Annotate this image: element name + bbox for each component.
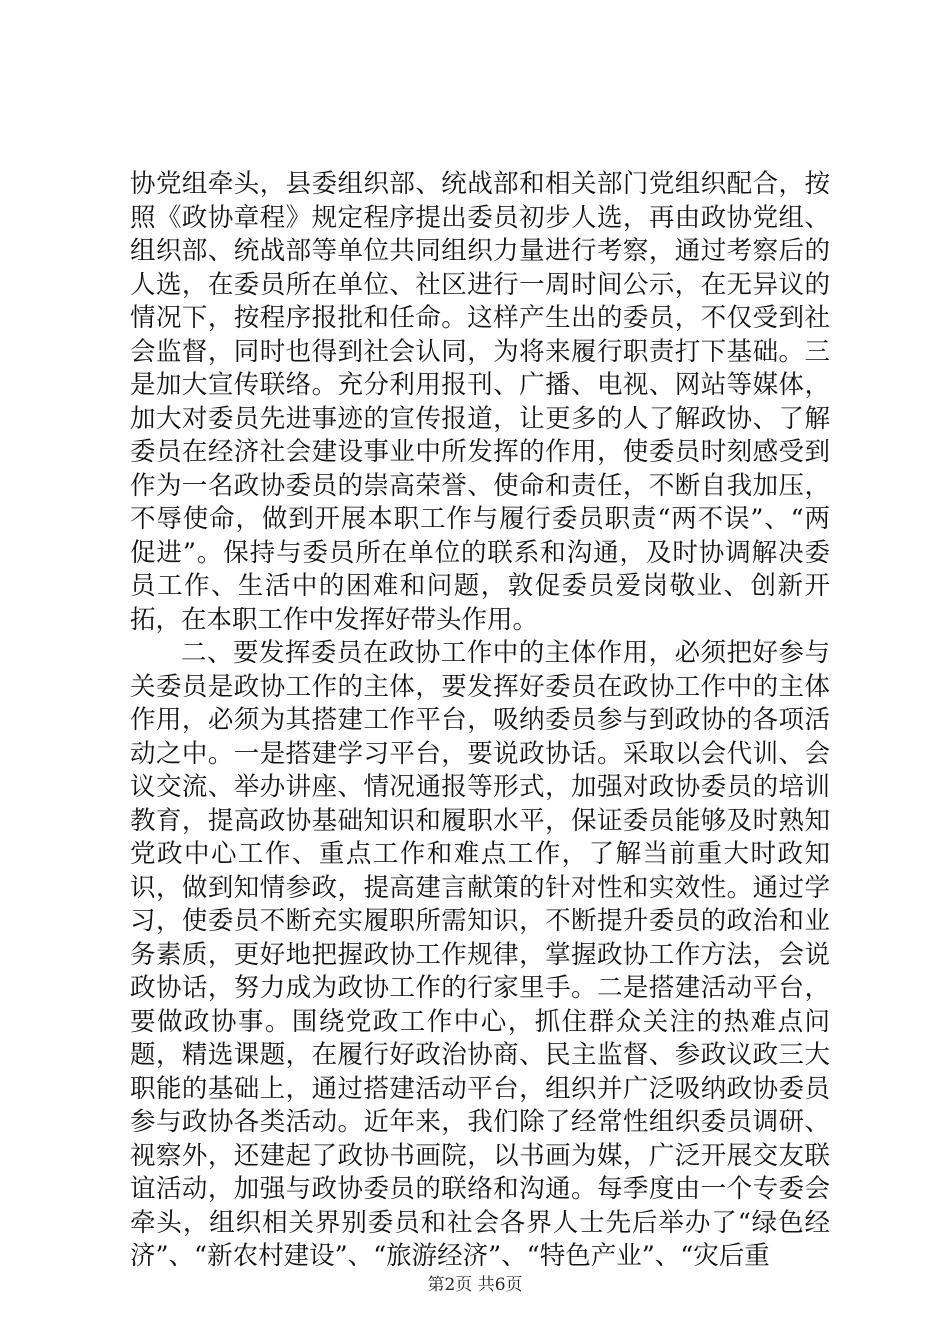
page-number-footer: 第2页 共6页 — [427, 1275, 523, 1295]
body-paragraph: 二、要发挥委员在政协工作中的主体作用，必须把好参与关委员是政协工作的主体，要发挥好委员在政协工作中的主体作用，必须为其搭建工作平台，吸纳委员参与到政协的各项活动之中。一是搭建学习平台，要说政协话。采取以会代训、会议交流、举办讲座、情况通报等形式，加强对政协委员的培训教育，提高政协基础知识和履职水平，保证委员能够及时熟知党政中心工作、重点工作和难点工作，了解当前重大时政知识，做到知情参政，提高建言献策的针对性和实效性。通过学习，使委员不断充实履职所需知识，不断提升委员的政治和业务素质，更好地把握政协工作规律，掌握政协工作方法，会说政协话，努力成为政协工作的行家里手。二是搭建活动平台，要做政协事。围绕党政工作中心，抓住群众关注的热难点问题，精选课题，在履行好政治协商、民主监督、参政议政三大职能的基础上，通过搭建活动平台，组织并广泛吸纳政协委员参与政协各类活动。近年来，我们除了经常性组织委员调研、视察外，还建起了政协书画院，以书画为媒，广泛开展交友联谊活动，加强与政协委员的联络和沟通。每季度由一个专委会牵头，组织相关界别委员和社会各界人士先后举办了“绿色经济”、“新农村建设”、“旅游经济”、“特色产业”、“灾后重 — [130, 638, 830, 1271]
body-paragraph: 协党组牵头，县委组织部、统战部和相关部门党组织配合，按照《政协章程》规定程序提出委员初步人选，再由政协党组、组织部、统战部等单位共同组织力量进行考察，通过考察后的人选，在委员所在单位、社区进行一周时间公示，在无异议的情况下，按程序报批和任命。这样产生出的委员，不仅受到社会监督，同时也得到社会认同，为将来履行职责打下基础。三是加大宣传联络。充分利用报刊、广播、电视、网站等媒体，加大对委员先进事迹的宣传报道，让更多的人了解政协、了解委员在经济社会建设事业中所发挥的作用，使委员时刻感受到作为一名政协委员的崇高荣誉、使命和责任，不断自我加压，不辱使命，做到开展本职工作与履行委员职责“两不误”、“两促进”。保持与委员所在单位的联系和沟通，及时协调解决委员工作、生活中的困难和问题，敦促委员爱岗敬业、创新开拓，在本职工作中发挥好带头作用。 — [130, 169, 830, 635]
document-body — [130, 168, 830, 1274]
